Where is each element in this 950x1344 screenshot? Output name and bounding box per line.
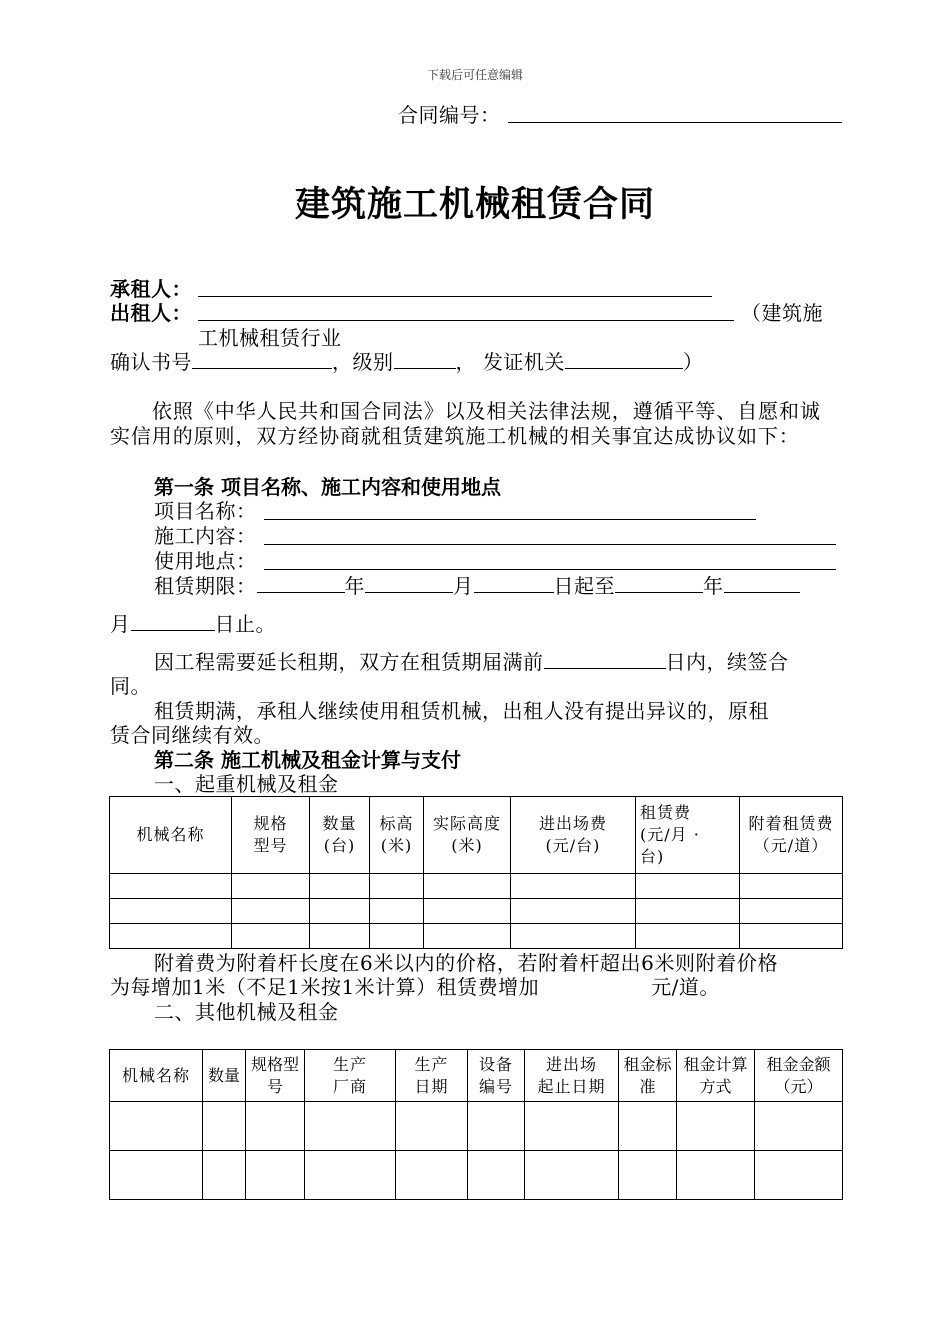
table-cell[interactable] bbox=[396, 1102, 468, 1151]
expiry-line-1: 租赁期满，承租人继续使用租赁机械，出租人没有提出异议的，原租 bbox=[154, 699, 769, 723]
table-cell[interactable] bbox=[525, 1151, 619, 1200]
level-field[interactable] bbox=[394, 367, 456, 369]
year-unit-2: 年 bbox=[703, 574, 724, 598]
issuer-label: ， 发证机关 bbox=[455, 350, 565, 374]
cert-field[interactable] bbox=[192, 367, 332, 369]
table-cell[interactable] bbox=[232, 899, 310, 924]
start-day-field[interactable] bbox=[474, 591, 554, 593]
table-cell[interactable] bbox=[424, 899, 511, 924]
table-cell[interactable] bbox=[110, 874, 232, 899]
table-cell[interactable] bbox=[203, 1151, 246, 1200]
table-cell[interactable] bbox=[396, 1151, 468, 1200]
section-2-title: 二、其他机械及租金 bbox=[154, 1000, 339, 1024]
day-end-unit: 日止。 bbox=[214, 612, 276, 636]
table-cell[interactable] bbox=[755, 1102, 843, 1151]
lessee-field[interactable] bbox=[198, 296, 712, 297]
attach-note-text: 为每增加1米（不足1米按1米计算）租赁费增加 bbox=[110, 975, 540, 999]
table-header-cell: 规格型 号 bbox=[246, 1050, 305, 1102]
table-row bbox=[110, 899, 843, 924]
table-cell[interactable] bbox=[619, 1102, 677, 1151]
expiry-line-2: 赁合同继续有效。 bbox=[110, 723, 274, 747]
table-cell[interactable] bbox=[232, 874, 310, 899]
table-cell[interactable] bbox=[755, 1151, 843, 1200]
table-cell[interactable] bbox=[305, 1151, 396, 1200]
header-note: 下载后可任意编辑 bbox=[426, 68, 523, 82]
table-cell[interactable] bbox=[310, 874, 370, 899]
table-header-cell: 数量 bbox=[203, 1050, 246, 1102]
table-row bbox=[110, 1151, 843, 1200]
cert-label: 确认书号 bbox=[110, 350, 192, 374]
table-cell[interactable] bbox=[310, 924, 370, 949]
table-header-cell: 标高 (米) bbox=[370, 797, 424, 874]
issuer-field[interactable] bbox=[565, 367, 683, 369]
table-cell[interactable] bbox=[110, 899, 232, 924]
start-year-field[interactable] bbox=[257, 591, 345, 593]
location-field[interactable] bbox=[264, 569, 836, 570]
table-header-cell: 实际高度 (米) bbox=[424, 797, 511, 874]
table-header-cell: 生产 日期 bbox=[396, 1050, 468, 1102]
table-cell[interactable] bbox=[677, 1151, 755, 1200]
table-cell[interactable] bbox=[305, 1102, 396, 1151]
end-month-field[interactable] bbox=[724, 591, 800, 593]
table-cell[interactable] bbox=[636, 874, 740, 899]
page-title: 建筑施工机械租赁合同 bbox=[294, 184, 655, 225]
table-header-cell: 规格 型号 bbox=[232, 797, 310, 874]
table-header-cell: 设备 编号 bbox=[468, 1050, 525, 1102]
table-header-cell: 租金计算 方式 bbox=[677, 1050, 755, 1102]
table-cell[interactable] bbox=[511, 924, 636, 949]
table-cell[interactable] bbox=[110, 924, 232, 949]
table-header-cell: 进出场费 (元/台) bbox=[511, 797, 636, 874]
extension-line-1 bbox=[154, 650, 789, 675]
table-cell[interactable] bbox=[110, 1102, 203, 1151]
lessor-note-2: 工机械租赁行业 bbox=[198, 326, 342, 350]
table-cell[interactable] bbox=[370, 874, 424, 899]
crane-table bbox=[109, 796, 843, 949]
table-header-cell: 附着租赁费 （元/道） bbox=[740, 797, 843, 874]
article-1-title: 第一条 项目名称、施工内容和使用地点 bbox=[154, 475, 501, 499]
table-header-row bbox=[110, 797, 843, 874]
table-cell[interactable] bbox=[370, 899, 424, 924]
table-header-row bbox=[110, 1050, 843, 1102]
table-header-cell: 进出场 起止日期 bbox=[525, 1050, 619, 1102]
table-cell[interactable] bbox=[246, 1151, 305, 1200]
table-cell[interactable] bbox=[740, 874, 843, 899]
attach-note-2 bbox=[110, 975, 720, 1000]
table-header-cell: 数量 (台) bbox=[310, 797, 370, 874]
table-cell[interactable] bbox=[110, 1151, 203, 1200]
table-cell[interactable] bbox=[246, 1102, 305, 1151]
close-paren: ） bbox=[682, 350, 704, 374]
table-cell[interactable] bbox=[511, 899, 636, 924]
extension-line-2: 同。 bbox=[110, 674, 151, 698]
project-name-label: 项目名称： bbox=[154, 499, 257, 523]
extension-days-field[interactable] bbox=[544, 667, 666, 669]
lease-period-end bbox=[110, 612, 276, 637]
table-cell[interactable] bbox=[740, 924, 843, 949]
contract-no-field[interactable] bbox=[508, 122, 842, 123]
contract-no-label: 合同编号： bbox=[398, 103, 501, 127]
work-content-field[interactable] bbox=[264, 544, 836, 545]
lessor-note-1: （建筑施 bbox=[741, 301, 823, 325]
level-label: ，级别 bbox=[332, 350, 394, 374]
table-header-cell: 租金金额 （元） bbox=[755, 1050, 843, 1102]
table-cell[interactable] bbox=[740, 899, 843, 924]
table-header-cell: 租金标 准 bbox=[619, 1050, 677, 1102]
end-day-field[interactable] bbox=[131, 629, 215, 631]
end-year-field[interactable] bbox=[615, 591, 703, 593]
table-cell[interactable] bbox=[424, 924, 511, 949]
section-1-title: 一、起重机械及租金 bbox=[154, 772, 339, 796]
table-cell[interactable] bbox=[468, 1102, 525, 1151]
attach-note-unit: 元/道。 bbox=[651, 975, 720, 999]
table-cell[interactable] bbox=[232, 924, 310, 949]
lessee-label: 承租人： bbox=[110, 277, 192, 301]
lessor-label: 出租人： bbox=[110, 301, 192, 325]
cert-line bbox=[110, 350, 703, 375]
day-start-unit: 日起至 bbox=[553, 574, 615, 598]
table-row bbox=[110, 874, 843, 899]
table-cell[interactable] bbox=[619, 1151, 677, 1200]
table-header-cell: 生产 厂商 bbox=[305, 1050, 396, 1102]
table-row bbox=[110, 924, 843, 949]
month-unit: 月 bbox=[453, 574, 474, 598]
table-cell[interactable] bbox=[424, 874, 511, 899]
table-header-cell: 租赁费 (元/月 · 台) bbox=[636, 797, 740, 874]
table-cell[interactable] bbox=[370, 924, 424, 949]
month-unit-2: 月 bbox=[110, 612, 131, 636]
table-cell[interactable] bbox=[525, 1102, 619, 1151]
table-cell[interactable] bbox=[203, 1102, 246, 1151]
table-cell[interactable] bbox=[468, 1151, 525, 1200]
table-header-cell: 机械名称 bbox=[110, 797, 232, 874]
table-cell[interactable] bbox=[511, 874, 636, 899]
lease-period-label: 租赁期限： bbox=[154, 574, 257, 598]
article-2-title: 第二条 施工机械及租金计算与支付 bbox=[154, 748, 461, 772]
year-unit: 年 bbox=[344, 574, 365, 598]
start-month-field[interactable] bbox=[365, 591, 453, 593]
extension-text-2: 日内，续签合 bbox=[665, 650, 789, 674]
attach-note-1: 附着费为附着杆长度在6米以内的价格，若附着杆超出6米则附着价格 bbox=[154, 951, 779, 975]
project-name-field[interactable] bbox=[264, 519, 756, 520]
table-row bbox=[110, 1102, 843, 1151]
work-content-label: 施工内容： bbox=[154, 524, 257, 548]
lease-period-line bbox=[154, 574, 800, 599]
table-cell[interactable] bbox=[677, 1102, 755, 1151]
intro-paragraph: 依照《中华人民共和国合同法》以及相关法律法规，遵循平等、自愿和诚实信用的原则，双方经协商就租赁建筑施工机械的相关事宜达成协议如下： bbox=[110, 399, 821, 448]
table-cell[interactable] bbox=[636, 899, 740, 924]
other-machinery-table bbox=[109, 1049, 843, 1200]
location-label: 使用地点： bbox=[154, 549, 257, 573]
extension-text-1: 因工程需要延长租期，双方在租赁期届满前 bbox=[154, 650, 544, 674]
lessor-field[interactable] bbox=[198, 320, 734, 321]
table-header-cell: 机械名称 bbox=[110, 1050, 203, 1102]
table-cell[interactable] bbox=[310, 899, 370, 924]
table-cell[interactable] bbox=[636, 924, 740, 949]
